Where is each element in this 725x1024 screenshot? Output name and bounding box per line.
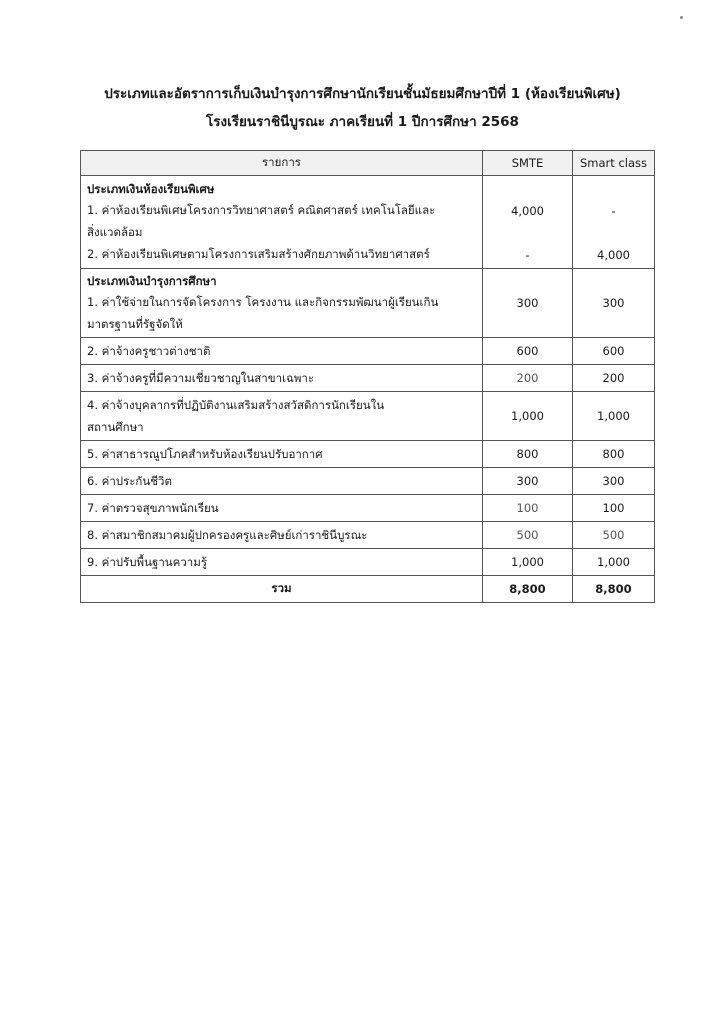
table-row [81, 365, 655, 392]
row-3-label: 3. ค่าจ้างครูที่มีความเชี่ยวชาญในสาขาเฉพาะ [81, 365, 483, 392]
row-9-label: 9. ค่าปรับพื้นฐานความรู้ [81, 549, 483, 576]
row-7-smte: 100 [483, 495, 573, 522]
section-1-item-2-smart: 4,000 [597, 248, 630, 262]
row-6-smte: 300 [483, 468, 573, 495]
row-6-label: 6. ค่าประกันชีวิต [81, 468, 483, 495]
table-row [81, 441, 655, 468]
fee-table [80, 150, 655, 603]
row-4-label-cell [81, 392, 483, 441]
table-row-section-1 [81, 176, 655, 269]
section-2-title: ประเภทเงินบำรุงการศึกษา [87, 274, 217, 288]
row-4-label-2: สถานศึกษา [87, 420, 144, 434]
row-8-smte: 500 [483, 522, 573, 549]
header-row [81, 151, 655, 176]
header-smte: SMTE [483, 151, 573, 176]
row-8-smart: 500 [573, 522, 655, 549]
total-row [81, 576, 655, 603]
row-4-smart: 1,000 [573, 392, 655, 441]
row-4-smte: 1,000 [483, 392, 573, 441]
row-5-smte: 800 [483, 441, 573, 468]
section-1-item-2-smte: - [525, 248, 530, 262]
row-6-smart: 300 [573, 468, 655, 495]
page-title [0, 80, 725, 136]
row-5-smart: 800 [573, 441, 655, 468]
section-1-smart-cell [573, 176, 655, 269]
title-line-1: ประเภทและอัตราการเก็บเงินบำรุงการศึกษานักเรียนชั้นมัธยมศึกษาปีที่ 1 (ห้องเรียนพิเศษ) [104, 86, 621, 102]
title-line-2: โรงเรียนราชินีบูรณะ ภาคเรียนที่ 1 ปีการศึกษา 2568 [206, 114, 519, 130]
row-2-label: 2. ค่าจ้างครูชาวต่างชาติ [81, 338, 483, 365]
section-1-item-1-smart: - [611, 204, 616, 218]
row-3-smte: 200 [483, 365, 573, 392]
row-9-smte: 1,000 [483, 549, 573, 576]
scan-mark [680, 16, 683, 19]
table-row [81, 338, 655, 365]
section-2-item-1-line-2: มาตรฐานที่รัฐจัดให้ [87, 317, 183, 331]
section-2-item-1-line-1: 1. ค่าใช้จ่ายในการจัดโครงการ โครงงาน และกิจกรรมพัฒนาผู้เรียนเกิน [87, 295, 439, 309]
total-label: รวม [81, 576, 483, 603]
section-1-cell [81, 176, 483, 269]
section-1-item-1-smte: 4,000 [511, 204, 544, 218]
row-2-smte: 600 [483, 338, 573, 365]
row-5-label: 5. ค่าสาธารณูปโภคสำหรับห้องเรียนปรับอากาศ [81, 441, 483, 468]
row-2-smart: 600 [573, 338, 655, 365]
table-row [81, 522, 655, 549]
header-item: รายการ [81, 151, 483, 176]
header-smart-class: Smart class [573, 151, 655, 176]
row-3-smart: 200 [573, 365, 655, 392]
table-row [81, 468, 655, 495]
section-2-item-1-smart: 300 [573, 269, 655, 338]
section-1-item-1-line-2: สิ่งแวดล้อม [87, 225, 143, 239]
section-1-title: ประเภทเงินห้องเรียนพิเศษ [87, 182, 215, 196]
section-1-smte-cell [483, 176, 573, 269]
row-4-label: 4. ค่าจ้างบุคลากรที่ปฏิบัติงานเสริมสร้างสวัสดิการนักเรียนใน [87, 398, 385, 412]
section-1-item-1-line-1: 1. ค่าห้องเรียนพิเศษโครงการวิทยาศาสตร์ คณิตศาสตร์ เทคโนโลยีและ [87, 203, 436, 217]
row-9-smart: 1,000 [573, 549, 655, 576]
table-row [81, 392, 655, 441]
table-row [81, 495, 655, 522]
section-2-cell [81, 269, 483, 338]
table-row-section-2 [81, 269, 655, 338]
row-8-label: 8. ค่าสมาชิกสมาคมผู้ปกครองครูและศิษย์เก่าราชินีบูรณะ [81, 522, 483, 549]
section-1-item-2-label: 2. ค่าห้องเรียนพิเศษตามโครงการเสริมสร้างศักยภาพด้านวิทยาศาสตร์ [87, 247, 430, 261]
table-row [81, 549, 655, 576]
row-7-smart: 100 [573, 495, 655, 522]
total-smte: 8,800 [483, 576, 573, 603]
section-2-item-1-smte: 300 [483, 269, 573, 338]
row-7-label: 7. ค่าตรวจสุขภาพนักเรียน [81, 495, 483, 522]
total-smart: 8,800 [573, 576, 655, 603]
